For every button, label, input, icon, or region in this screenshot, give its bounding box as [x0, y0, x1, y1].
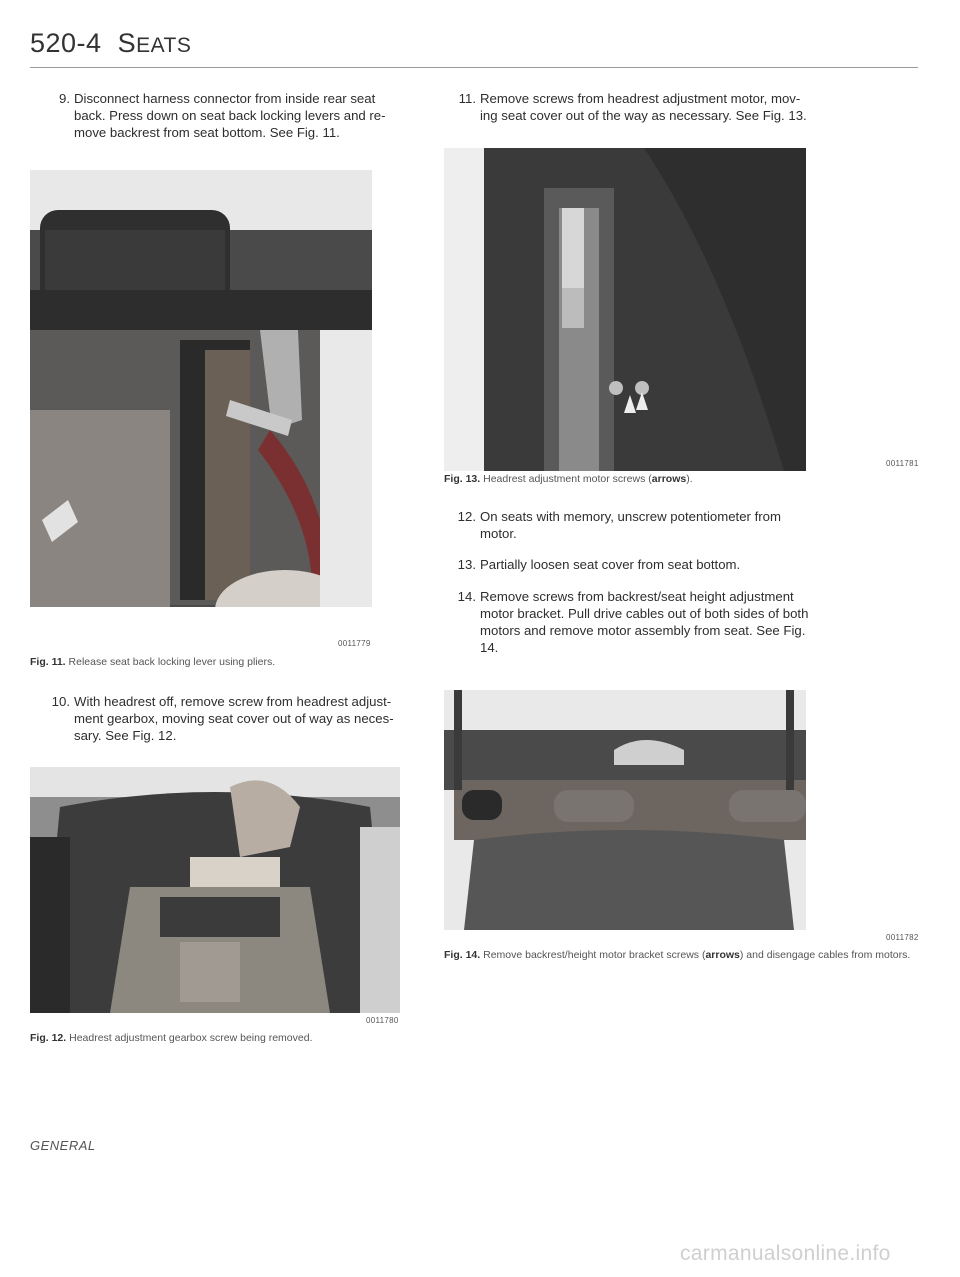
step-9	[59, 90, 410, 141]
step-number: 9.	[59, 91, 70, 106]
step-number: 11.	[458, 91, 476, 106]
step-10	[51, 693, 410, 744]
section-title-rest: EATS	[136, 34, 192, 57]
figure-11-code: 0011779	[338, 639, 371, 648]
figure-13-caption-post: ).	[686, 473, 693, 485]
figure-13-label: Fig. 13.	[444, 473, 481, 485]
step-text: Remove screws from backrest/seat height adjustment motor bracket. Pull drive cables out of both sides of both motors and remove motor assembly from seat. See Fig. 14.	[480, 589, 809, 655]
step-text: Remove screws from headrest adjustment motor, mov-ing seat cover out of the way as necessary. See Fig. 13.	[480, 91, 807, 123]
figure-14-caption	[444, 948, 914, 962]
figure-12-caption	[30, 1031, 400, 1045]
step-text: With headrest off, remove screw from headrest adjust-ment gearbox, moving seat cover out of way as neces-sary. See Fig. 12.	[74, 694, 394, 743]
step-13	[457, 556, 816, 573]
figure-13-photo	[444, 148, 806, 471]
figure-13-code: 0011781	[886, 459, 919, 468]
step-11	[458, 90, 816, 124]
section-initial: S	[117, 28, 137, 58]
page-footer: GENERAL	[30, 1138, 96, 1153]
step-12	[457, 508, 816, 542]
figure-14-caption-post: ) and disengage cables from motors.	[739, 949, 911, 961]
step-number: 13.	[457, 557, 476, 572]
step-text: Partially loosen seat cover from seat bottom.	[480, 557, 741, 572]
page-header	[30, 28, 191, 59]
step-text: Disconnect harness connector from inside rear seat back. Press down on seat back locking levers and re-move backrest from seat bottom. See Fig. 11.	[74, 91, 386, 140]
step-text: On seats with memory, unscrew potentiometer from motor.	[480, 509, 781, 541]
figure-13-caption-bold: arrows	[651, 473, 687, 485]
step-number: 12.	[457, 509, 476, 524]
step-14	[457, 588, 816, 656]
step-number: 10.	[51, 694, 70, 709]
figure-11-caption	[30, 655, 390, 669]
watermark: carmanualsonline.info	[680, 1242, 891, 1265]
figure-11-photo	[30, 170, 372, 607]
figure-12-code: 0011780	[366, 1016, 399, 1025]
figure-14-code: 0011782	[886, 933, 919, 942]
step-number: 14.	[457, 589, 476, 604]
figure-12-caption-text: Headrest adjustment gearbox screw being removed.	[69, 1032, 313, 1044]
figure-12-photo	[30, 767, 400, 1013]
figure-14-caption-bold: arrows	[705, 949, 740, 961]
figure-12-label: Fig. 12.	[30, 1032, 67, 1044]
page-number: 520-4	[30, 28, 102, 58]
figure-11-caption-text: Release seat back locking lever using pliers.	[68, 656, 276, 668]
figure-14-caption-pre: Remove backrest/height motor bracket screws (	[483, 949, 706, 961]
figure-13-caption-pre: Headrest adjustment motor screws (	[483, 473, 652, 485]
figure-13-caption	[444, 472, 914, 486]
figure-14-label: Fig. 14.	[444, 949, 481, 961]
figure-11-label: Fig. 11.	[30, 656, 66, 668]
header-rule	[30, 67, 918, 68]
figure-14-photo	[444, 690, 806, 930]
